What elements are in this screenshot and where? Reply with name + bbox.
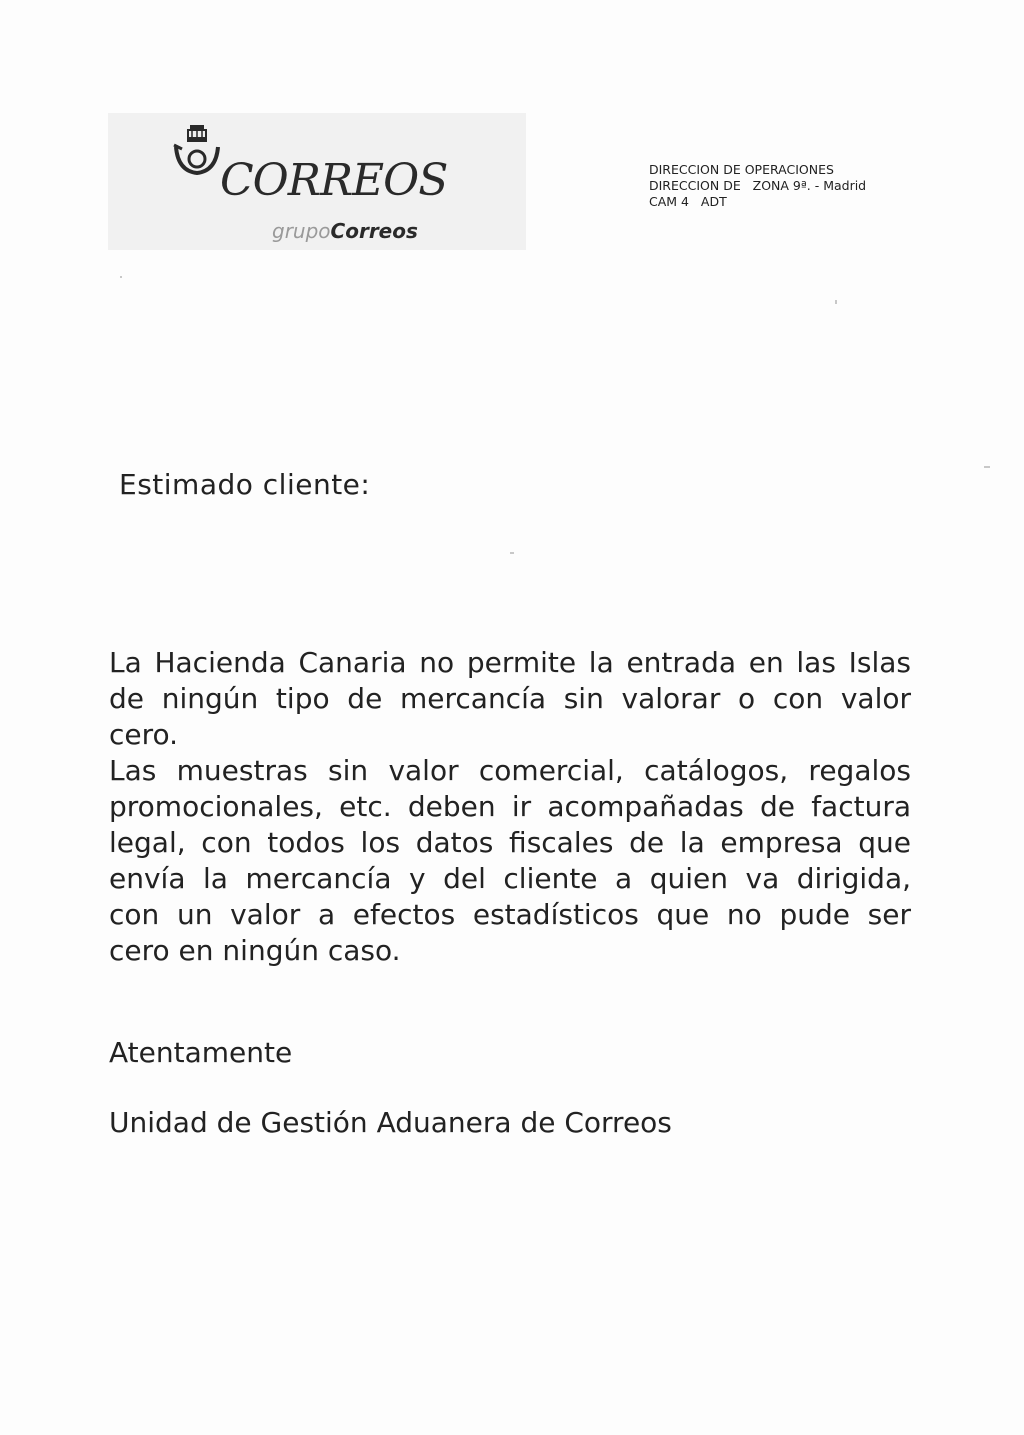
body-line: con un valor a efectos estadísticos que no pude ser [109, 898, 911, 931]
header-line: DIRECCION DE ZONA 9ª. - Madrid [649, 178, 867, 193]
body-line: envía la mercancía y del cliente a quien va dirigida, [109, 862, 911, 895]
body-line: cero. [109, 718, 179, 751]
scan-speck [984, 466, 990, 468]
letter-closing: Atentamente [109, 1036, 293, 1069]
letter-body [109, 645, 911, 969]
scan-speck [835, 300, 837, 304]
logo-group-name: grupoCorreos [272, 219, 418, 243]
scan-speck [510, 552, 514, 554]
body-line: cero en ningún caso. [109, 934, 401, 967]
body-line: legal, con todos los datos fiscales de la empresa que [109, 826, 911, 859]
header-address [649, 162, 866, 210]
body-line: Las muestras sin valor comercial, catálogos, regalos [109, 754, 911, 787]
body-line: de ningún tipo de mercancía sin valorar o con valor [109, 682, 911, 715]
body-line: La Hacienda Canaria no permite la entrada en las Islas [109, 646, 911, 679]
logo-wordmark: CORREOS [220, 155, 448, 206]
scan-speck [120, 276, 122, 278]
letter-greeting: Estimado cliente: [119, 468, 371, 501]
post-horn-crown-icon [172, 123, 222, 189]
header-line: DIRECCION DE OPERACIONES [649, 162, 834, 177]
body-line: promocionales, etc. deben ir acompañadas de factura [109, 790, 911, 823]
correos-logo [108, 113, 526, 250]
header-line: CAM 4 ADT [649, 194, 727, 209]
letter-signature: Unidad de Gestión Aduanera de Correos [109, 1106, 672, 1139]
